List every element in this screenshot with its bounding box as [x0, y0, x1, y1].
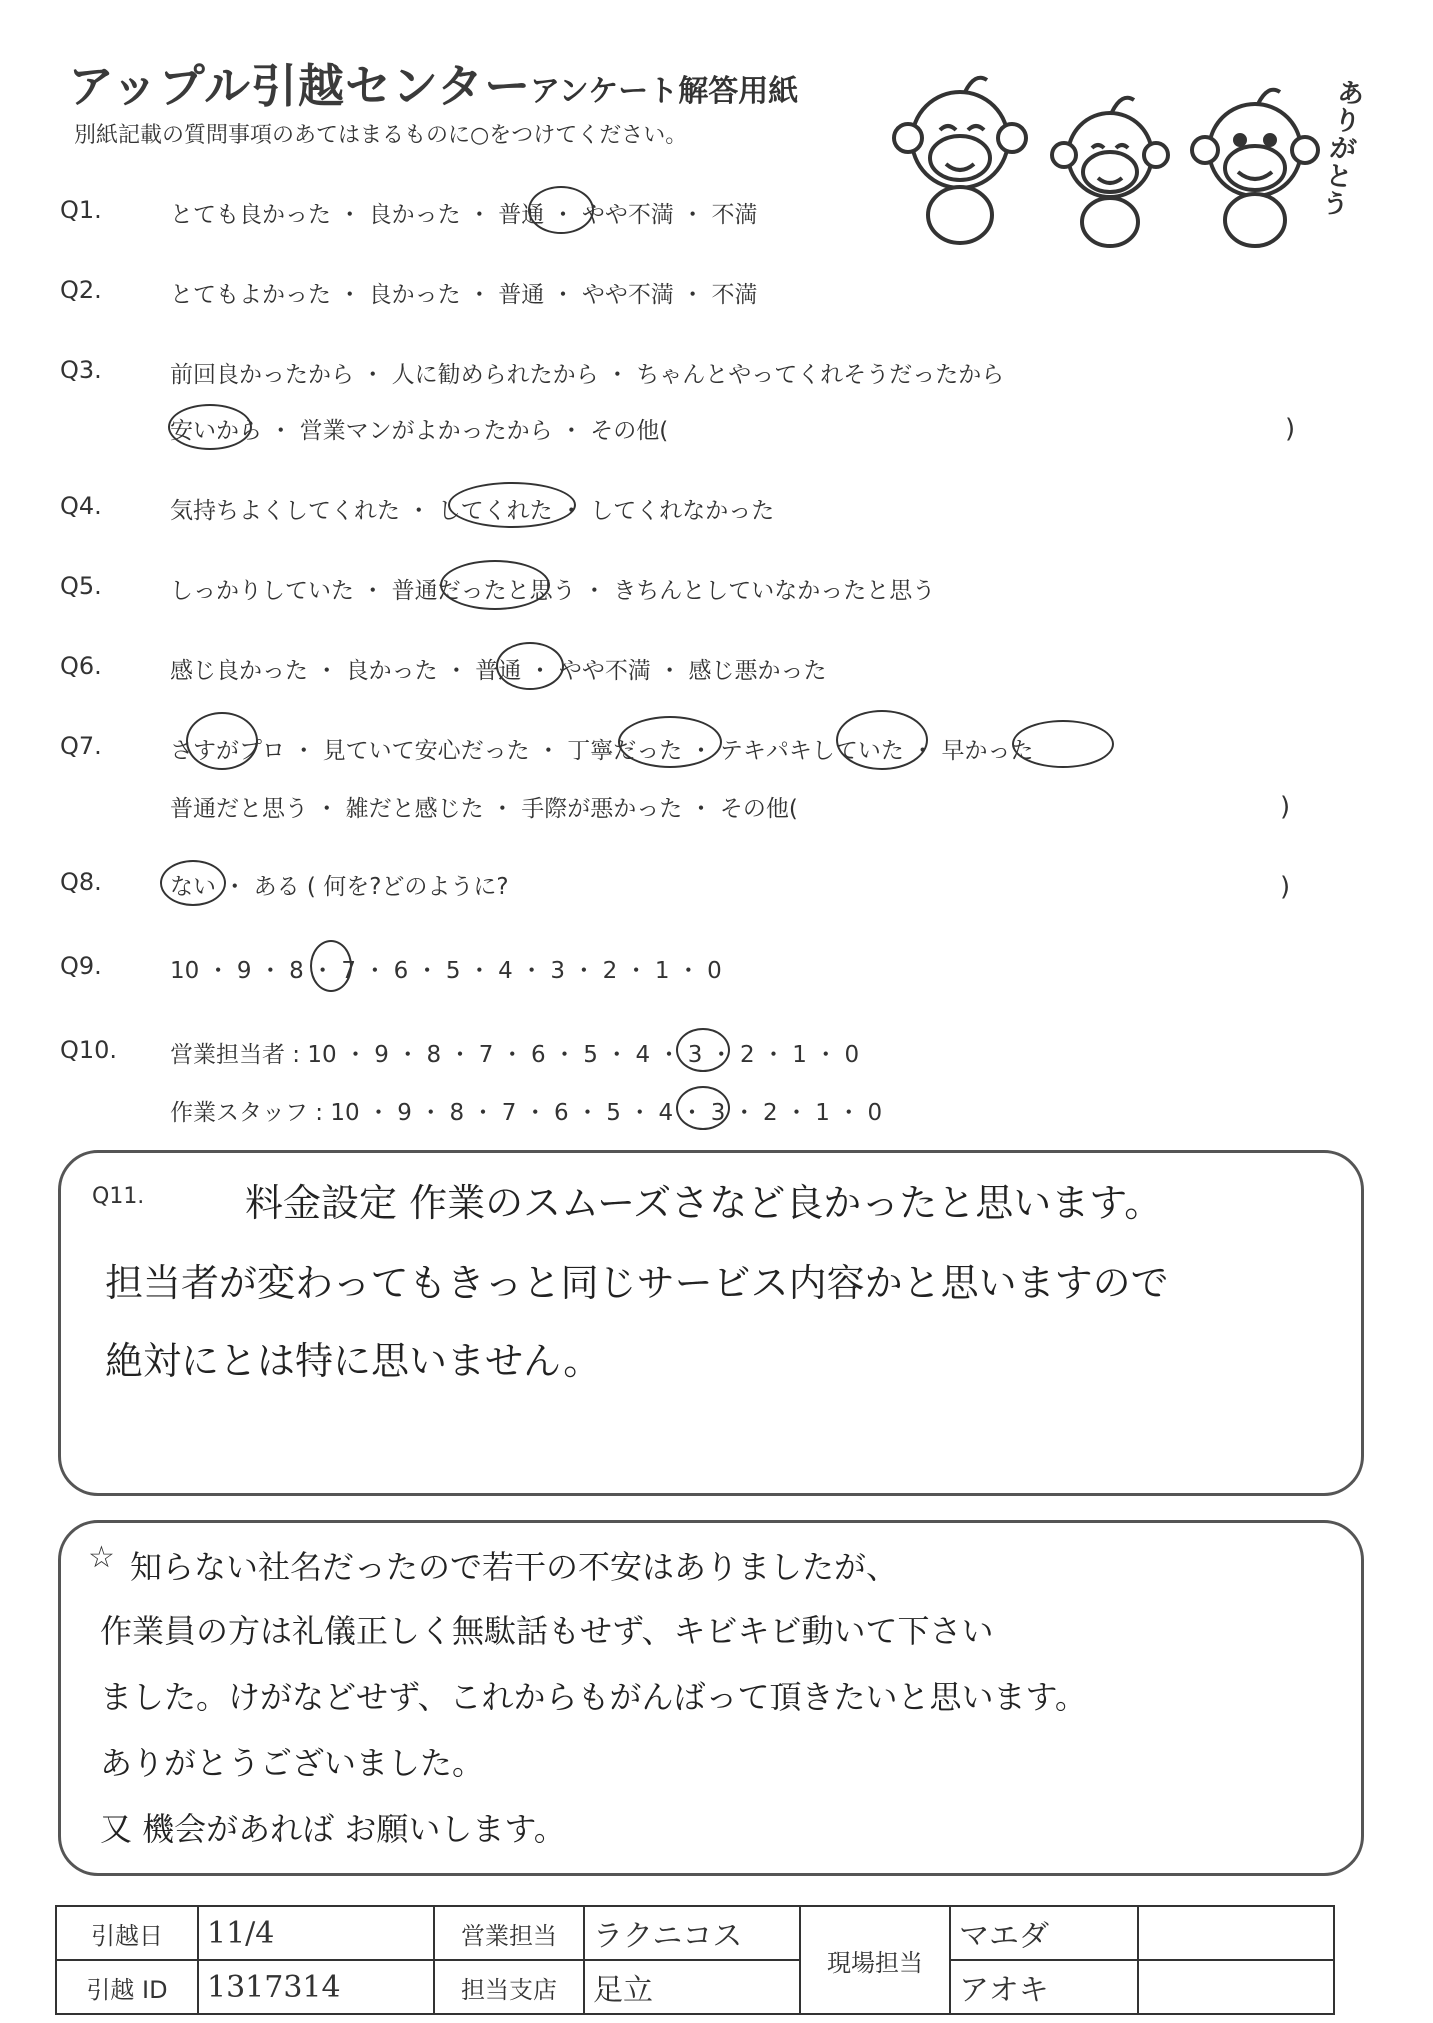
- monkey-2-icon: [1052, 98, 1168, 246]
- q8-options: ない ・ ある ( 何を?どのように?: [170, 874, 509, 900]
- branch-value: 足立: [584, 1960, 800, 2014]
- monkey-3-icon: [1192, 90, 1318, 246]
- field-staff-1: マエダ: [950, 1906, 1138, 1960]
- q10-sales-scale: 営業担当者 : 10 ・ 9 ・ 8 ・ 7 ・ 6 ・ 5 ・ 4 ・ 3 ・ 2 ・ 1 ・ 0: [170, 1042, 860, 1068]
- form-subtitle: アンケート解答用紙: [530, 74, 799, 109]
- q11-label: Q11.: [92, 1184, 145, 1209]
- q7-line2: 普通だと思う ・ 雑だと感じた ・ 手際が悪かった ・ その他(: [170, 796, 798, 822]
- q4-label: Q4.: [60, 492, 102, 520]
- empty-cell-1: [1138, 1906, 1334, 1960]
- q9-options: 10 ・ 9 ・ 8 ・ 7 ・ 6 ・ 5 ・ 4 ・ 3 ・ 2 ・ 1 ・ 0: [170, 958, 722, 984]
- company-title: アップル引越センター: [68, 59, 532, 113]
- instruction-text: 別紙記載の質問事項のあてはまるものに○をつけてください。: [74, 123, 688, 148]
- q9-answer-circle: [310, 940, 352, 992]
- q7-label: Q7.: [60, 732, 102, 760]
- mascot-monkeys-illustration: [880, 60, 1360, 250]
- q7-answer-circle-2: [618, 716, 722, 768]
- q7-answer-circle-4: [1012, 720, 1114, 768]
- q6-answer-circle: [496, 642, 564, 690]
- q11-handwritten-line1: 料金設定 作業のスムーズさなど良かったと思います。: [245, 1181, 1163, 1225]
- q11-handwritten-line3: 絶対にとは特に思いません。: [105, 1339, 602, 1383]
- footer-info-table: [55, 1905, 1335, 2015]
- q7-close-paren: ): [1280, 792, 1291, 822]
- q1-label: Q1.: [60, 196, 102, 224]
- comment-line1: 知らない社名だったので若干の不安はありましたが、: [130, 1548, 899, 1586]
- q5-answer-circle: [440, 560, 550, 610]
- monkey-1-icon: [894, 78, 1026, 243]
- q5-label: Q5.: [60, 572, 102, 600]
- q7-line1: さすがプロ ・ 見ていて安心だった ・ 丁寧だった ・ テキパキしていた ・ 早かった: [170, 738, 1034, 764]
- empty-cell-2: [1138, 1960, 1334, 2014]
- q2-label: Q2.: [60, 276, 102, 304]
- q10-sales-answer-circle: [676, 1028, 730, 1072]
- comment-line5: 又 機会があれば お願いします。: [100, 1810, 566, 1848]
- q10-staff-answer-circle: [676, 1086, 730, 1130]
- q4-options: 気持ちよくしてくれた ・ してくれた ・ してくれなかった: [170, 498, 775, 524]
- comment-line2: 作業員の方は礼儀正しく無駄話もせず、キビキビ動いて下さい: [100, 1612, 994, 1650]
- q3-answer-circle: [168, 404, 252, 450]
- q8-close-paren: ): [1280, 872, 1291, 902]
- move-date-value: 11/4: [198, 1906, 434, 1960]
- q10-staff-scale: 作業スタッフ : 10 ・ 9 ・ 8 ・ 7 ・ 6 ・ 5 ・ 4 ・ 3 ・ 2 ・ 1 ・ 0: [170, 1100, 883, 1126]
- q1-answer-circle: [528, 186, 594, 234]
- q2-options: とてもよかった ・ 良かった ・ 普通 ・ やや不満 ・ 不満: [170, 282, 758, 308]
- branch-label: 担当支店: [434, 1960, 584, 2014]
- field-staff-2: アオキ: [950, 1960, 1138, 2014]
- move-id-label: 引越 ID: [56, 1960, 198, 2014]
- field-staff-label: 現場担当: [800, 1906, 950, 2014]
- q8-label: Q8.: [60, 868, 102, 896]
- comment-line3: ました。けがなどせず、これからもがんばって頂きたいと思います。: [100, 1678, 1087, 1716]
- star-icon: ☆: [88, 1540, 115, 1575]
- q3-close-paren: ): [1285, 414, 1296, 444]
- q6-options: 感じ良かった ・ 良かった ・ 普通 ・ やや不満 ・ 感じ悪かった: [170, 658, 827, 684]
- sales-value: ラクニコス: [584, 1906, 800, 1960]
- q10-label: Q10.: [60, 1036, 118, 1064]
- q11-handwritten-line2: 担当者が変わってもきっと同じサービス内容かと思いますので: [105, 1261, 1169, 1305]
- q7-answer-circle-1: [186, 712, 258, 770]
- q3-label: Q3.: [60, 356, 102, 384]
- mascot-thanks-text: ありがとう: [1320, 77, 1366, 222]
- move-date-label: 引越日: [56, 1906, 198, 1960]
- move-id-value: 1317314: [198, 1960, 434, 2014]
- q7-answer-circle-3: [836, 710, 928, 770]
- q3-line1: 前回良かったから ・ 人に勧められたから ・ ちゃんとやってくれそうだったから: [170, 362, 1005, 388]
- sales-label: 営業担当: [434, 1906, 584, 1960]
- q6-label: Q6.: [60, 652, 102, 680]
- q3-line2: 安いから ・ 営業マンがよかったから ・ その他(: [170, 418, 669, 444]
- q5-options: しっかりしていた ・ 普通だったと思う ・ きちんとしていなかったと思う: [170, 578, 936, 604]
- q4-answer-circle: [448, 482, 576, 528]
- q1-options: とても良かった ・ 良かった ・ 普通 ・ やや不満 ・ 不満: [170, 202, 758, 228]
- comment-line4: ありがとうございました。: [100, 1744, 485, 1782]
- q8-answer-circle: [160, 860, 226, 906]
- q9-label: Q9.: [60, 952, 102, 980]
